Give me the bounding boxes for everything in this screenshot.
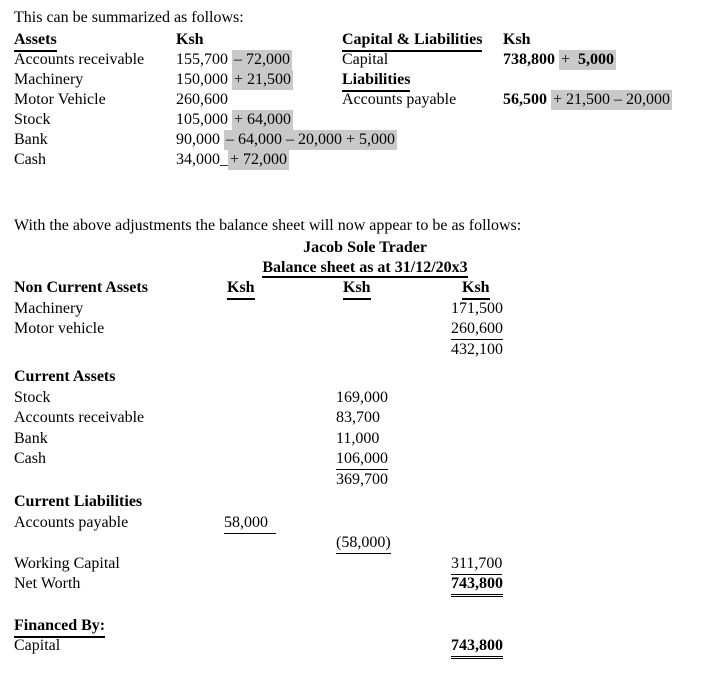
row-label: Net Worth: [14, 575, 81, 592]
adjustment-highlight: – 64,000 – 20,000 + 5,000: [226, 131, 396, 148]
summary-row: [0, 50, 707, 70]
cell-value: 260,600: [451, 319, 503, 340]
summary-row: [0, 130, 707, 150]
row-value: [176, 50, 292, 70]
table-row: [0, 319, 707, 340]
row-value: [176, 90, 228, 110]
row-label: Accounts receivable: [14, 409, 145, 426]
cell-value: 58,000: [224, 513, 276, 534]
company-name: Jacob Sole Trader: [303, 239, 427, 256]
row-value: [176, 150, 289, 170]
adjustment-highlight: + 72,000: [230, 151, 288, 168]
value-text: 34,000_: [176, 151, 228, 168]
document-page: [0, 8, 707, 681]
section-header: Non Current Assets: [14, 279, 148, 296]
row-label: Stock: [14, 388, 51, 406]
capital-liabilities-header: Capital & Liabilities: [342, 30, 482, 52]
adjustment-highlight: – 72,000: [234, 51, 290, 68]
table-row: [0, 574, 707, 595]
cell-value: (58,000): [336, 533, 391, 554]
summary-row: [0, 150, 707, 170]
table-row: [0, 449, 707, 470]
row-label: Motor Vehicle: [14, 91, 106, 108]
row-label: Accounts payable: [342, 91, 457, 108]
balance-sheet-title-text: Balance sheet as at 31/12/20x3: [262, 259, 468, 276]
table-row: [0, 513, 707, 534]
table-row: [0, 340, 707, 361]
summary-header-row: [0, 30, 707, 50]
table-row: [0, 408, 707, 429]
value-text: 56,500: [503, 91, 551, 108]
cell-value: 432,100: [451, 340, 503, 358]
row-label: Liabilities: [342, 70, 410, 92]
cell-value: 311,700: [451, 554, 502, 575]
row-label: Motor vehicle: [14, 320, 105, 337]
table-row: [0, 554, 707, 575]
row-label: Machinery: [14, 299, 84, 317]
intro-text: This can be summarized as follows:: [14, 9, 244, 26]
assets-header: Assets: [14, 30, 57, 52]
table-row: [0, 388, 707, 409]
row-value: [176, 110, 293, 130]
value-text: 105,000: [176, 111, 232, 128]
balance-sheet-title: [22, 258, 707, 278]
adjustment-highlight: 5,000: [578, 51, 615, 68]
cell-value: 83,700: [336, 409, 380, 426]
cell-value: 106,000: [336, 449, 388, 470]
row-value: [176, 70, 293, 90]
cell-value: 169,000: [336, 388, 388, 406]
ksh-column-header: Ksh: [343, 278, 371, 300]
summary-row: [0, 110, 707, 130]
row-value: [176, 130, 397, 150]
capital-ksh-header: Ksh: [503, 31, 531, 48]
row-value: [503, 90, 672, 110]
table-row: [0, 636, 707, 657]
table-row: [0, 616, 707, 637]
row-label: Current Assets: [14, 368, 116, 385]
cell-value: 171,500: [451, 299, 503, 317]
row-label: Capital: [342, 51, 389, 68]
row-label: Stock: [14, 111, 51, 128]
cell-value: 11,000: [336, 429, 380, 447]
table-row: [0, 533, 707, 554]
row-label: Working Capital: [14, 554, 120, 572]
row-label: Cash: [14, 151, 46, 168]
value-text: 150,000: [176, 71, 232, 88]
balance-sheet-header-row: [0, 278, 707, 299]
value-text: 260,600: [176, 91, 228, 108]
row-spacer: [0, 360, 707, 367]
adjustment-highlight: + 64,000: [234, 111, 292, 128]
ksh-column-header: Ksh: [227, 278, 255, 300]
row-label: Accounts receivable: [14, 51, 145, 68]
adjustment-highlight: +: [561, 51, 575, 68]
adjustment-highlight: + 21,500: [234, 71, 292, 88]
adjustment-highlight: + 21,500 – 20,000: [553, 91, 671, 108]
cell-value: 743,800: [451, 636, 503, 659]
value-text: 90,000: [176, 131, 224, 148]
row-label: Bank: [14, 131, 48, 148]
summary-row: [0, 90, 707, 110]
row-spacer: [0, 595, 707, 616]
cell-value: 743,800: [451, 574, 503, 597]
row-label: Financed By:: [14, 616, 105, 638]
value-text: 155,700: [176, 51, 232, 68]
assets-ksh-header: Ksh: [176, 31, 204, 48]
table-row: [0, 299, 707, 320]
row-label: Capital: [14, 637, 61, 654]
balance-sheet-table: [0, 278, 707, 657]
row-label: Machinery: [14, 71, 84, 88]
row-label: Cash: [14, 450, 46, 467]
balance-sheet-heading: [22, 238, 707, 278]
table-row: [0, 492, 707, 513]
summary-row: [0, 70, 707, 90]
row-label: Accounts payable: [14, 513, 129, 531]
ksh-column-header: Ksh: [462, 278, 490, 300]
summary-table: [0, 30, 707, 170]
cell-value: 369,700: [336, 470, 388, 488]
table-row: [0, 367, 707, 388]
page: [0, 8, 707, 681]
row-value: [503, 50, 616, 70]
table-row: [0, 470, 707, 491]
value-text: 738,800: [503, 51, 559, 68]
row-label: Current Liabilities: [14, 493, 143, 510]
adjustments-text: With the above adjustments the balance sheet will now appear to be as follows:: [14, 217, 522, 234]
table-row: [0, 429, 707, 450]
row-label: Bank: [14, 429, 48, 447]
